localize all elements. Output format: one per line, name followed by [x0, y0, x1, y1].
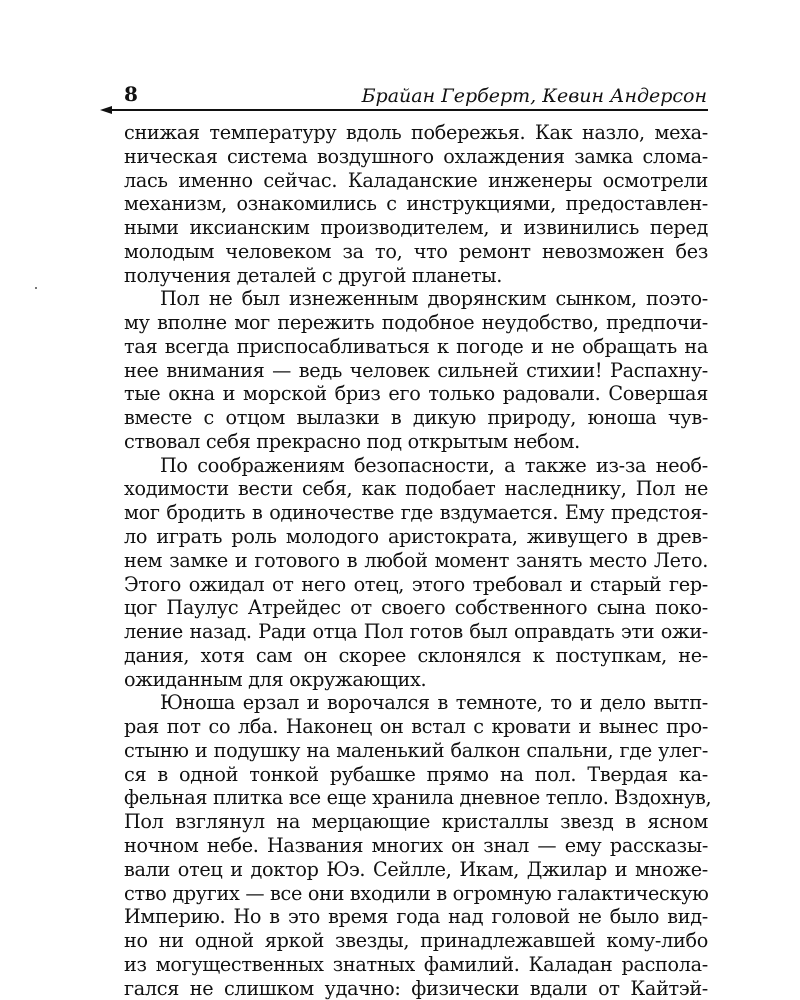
- text-line: ление назад. Ради отца Пол готов был оправдать эти ожи-: [124, 620, 708, 644]
- text-line: цог Паулус Атрейдес от своего собственного сына поко-: [124, 596, 708, 620]
- text-line: вали отец и доктор Юэ. Сейлле, Икам, Джилар и множе-: [124, 857, 708, 881]
- text-line: гался не слишком удачно: физически вдали от Кайтэй-: [124, 976, 708, 1000]
- text-line: механизм, ознакомились с инструкциями, предоставлен-: [124, 192, 708, 216]
- text-line: вместе с отцом вылазки в дикую природу, юноша чув-: [124, 406, 708, 430]
- text-line: Империю. Но в это время года над головой не было вид-: [124, 905, 708, 929]
- body-text: [124, 121, 712, 1000]
- text-line: нем замке и готового в любой момент занять место Лето.: [124, 548, 708, 572]
- text-line: мог бродить в одиночестве где вздумается. Ему предстоя-: [124, 501, 708, 525]
- text-line: лась именно сейчас. Каладанские инженеры осмотрели: [124, 168, 708, 192]
- text-line: ными иксианским производителем, и извинились перед: [124, 216, 708, 240]
- text-line: Юноша ерзал и ворочался в темноте, то и дело вытп-: [160, 691, 708, 715]
- text-line: фельная плитка все еще хранила дневное тепло. Вздохнув,: [124, 786, 712, 810]
- text-line: молодым человеком за то, что ремонт невозможен без: [124, 239, 708, 263]
- text-line: Этого ожидал от него отец, этого требовал и старый гер-: [124, 572, 708, 596]
- text-line: ходимости вести себя, как подобает наследнику, Пол не: [124, 477, 708, 501]
- text-line: снижая температуру вдоль побережья. Как назло, меха-: [124, 121, 708, 144]
- page-number: 8: [124, 82, 138, 106]
- margin-speck: [35, 287, 37, 289]
- text-line: ночном небе. Названия многих он знал — ему рассказы-: [124, 833, 708, 857]
- text-line: из могущественных знатных фамилий. Каладан распола-: [124, 952, 708, 976]
- text-line: стыню и подушку на маленький балкон спальни, где улег-: [124, 738, 708, 762]
- text-line: Пол не был изнеженным дворянским сынком, поэто-: [160, 287, 708, 311]
- text-line: дания, хотя сам он скорее склонялся к поступкам, не-: [124, 643, 708, 667]
- header-rule: [108, 109, 708, 111]
- text-line: нее внимания — ведь человек сильней стихии! Распахну-: [124, 358, 708, 382]
- text-line: ство других — все они входили в огромную галактическую: [124, 881, 709, 905]
- text-line: По соображениям безопасности, а также из-за необ-: [160, 453, 708, 477]
- text-line: ся в одной тонкой рубашке прямо на пол. Твердая ка-: [124, 762, 708, 786]
- text-line: тая всегда приспосабливаться к погоде и не обращать на: [124, 334, 708, 358]
- text-line: но ни одной яркой звезды, принадлежавшей кому-либо: [124, 929, 708, 953]
- text-line: ожиданным для окружающих.: [124, 667, 427, 691]
- text-line: ническая система воздушного охлаждения замка слома-: [124, 144, 708, 168]
- text-line: получения деталей с другой планеты.: [124, 263, 503, 287]
- text-line: ло играть роль молодого аристократа, живущего в древ-: [124, 525, 708, 549]
- text-line: тые окна и морской бриз его только радовали. Совершая: [124, 382, 708, 406]
- text-line: Пол взглянул на мерцающие кристаллы звезд в ясном: [124, 810, 708, 834]
- running-title: Брайан Герберт, Кевин Андерсон: [361, 85, 707, 107]
- text-line: ствовал себя прекрасно под открытым небом.: [124, 429, 580, 453]
- text-line: му вполне мог пережить подобное неудобство, предпочи-: [124, 311, 708, 335]
- text-line: рая пот со лба. Наконец он встал с кровати и вынес про-: [124, 715, 708, 739]
- running-head: [122, 80, 707, 112]
